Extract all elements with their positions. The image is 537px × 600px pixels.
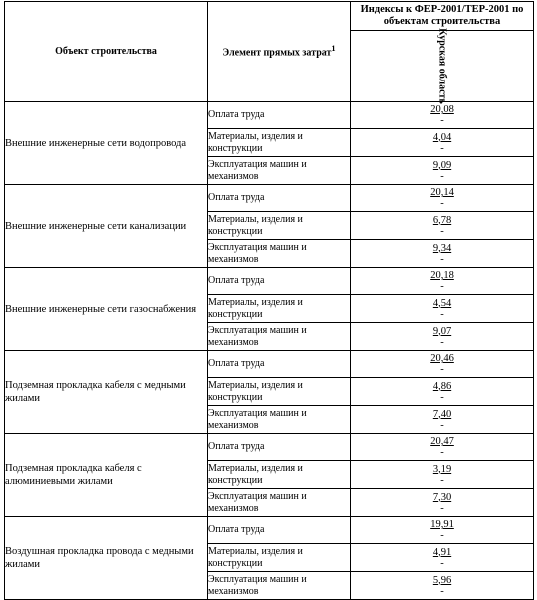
table-row — [5, 268, 534, 295]
header-object — [5, 2, 208, 102]
table-row — [5, 185, 534, 212]
index-dash: - — [440, 170, 444, 182]
index-value: 7,30 — [432, 491, 452, 503]
value-cell — [351, 157, 534, 185]
index-dash: - — [440, 115, 444, 126]
value-cell — [351, 544, 534, 572]
object-cell: Воздушная прокладка провода с медными жилами — [5, 517, 208, 600]
index-dash: - — [440, 225, 444, 237]
index-value: 4,54 — [432, 297, 452, 309]
element-cell: Оплата труда — [208, 185, 351, 212]
value-cell — [351, 351, 534, 378]
element-cell: Эксплуатация машин и механизмов — [208, 240, 351, 268]
index-dash: - — [440, 142, 444, 154]
index-value: 20,18 — [430, 270, 454, 281]
header-region — [351, 28, 534, 104]
value-cell — [351, 461, 534, 489]
index-value: 4,91 — [432, 546, 452, 558]
header-indices — [351, 2, 534, 31]
value-cell — [351, 517, 534, 544]
index-dash: - — [440, 391, 444, 403]
element-cell: Материалы, изделия и конструкции — [208, 295, 351, 323]
element-cell: Оплата труда — [208, 102, 351, 129]
index-value: 4,86 — [432, 380, 452, 392]
index-dash: - — [440, 530, 444, 541]
index-dash: - — [440, 447, 444, 458]
index-value: 20,08 — [430, 104, 454, 115]
value-cell — [351, 434, 534, 461]
header-element-label: Элемент прямых затрат — [222, 47, 332, 59]
element-cell: Материалы, изделия и конструкции — [208, 378, 351, 406]
index-dash: - — [440, 253, 444, 265]
header-element — [208, 2, 351, 102]
element-cell: Эксплуатация машин и механизмов — [208, 323, 351, 351]
object-cell: Внешние инженерные сети газоснабжения — [5, 268, 208, 351]
value-cell — [351, 129, 534, 157]
element-cell: Материалы, изделия и конструкции — [208, 544, 351, 572]
index-dash: - — [440, 502, 444, 514]
table-row — [5, 517, 534, 544]
object-cell: Подземная прокладка кабеля с медными жилами — [5, 351, 208, 434]
index-value: 9,07 — [432, 325, 452, 337]
index-value: 4,04 — [432, 131, 452, 143]
table-body — [5, 102, 534, 600]
header-object-label: Объект строительства — [55, 45, 157, 57]
element-cell: Эксплуатация машин и механизмов — [208, 489, 351, 517]
index-dash: - — [440, 364, 444, 375]
object-cell: Внешние инженерные сети канализации — [5, 185, 208, 268]
index-value: 20,14 — [430, 187, 454, 198]
element-cell: Оплата труда — [208, 268, 351, 295]
value-cell — [351, 212, 534, 240]
element-cell: Материалы, изделия и конструкции — [208, 129, 351, 157]
value-cell — [351, 323, 534, 351]
index-value: 3,19 — [432, 463, 452, 475]
element-cell: Эксплуатация машин и механизмов — [208, 572, 351, 600]
element-cell: Оплата труда — [208, 351, 351, 378]
table-row — [5, 102, 534, 129]
index-dash: - — [440, 474, 444, 486]
table-row — [5, 434, 534, 461]
index-value: 6,78 — [432, 214, 452, 226]
value-cell — [351, 378, 534, 406]
index-dash: - — [440, 281, 444, 292]
index-table — [4, 1, 534, 600]
index-value: 9,09 — [432, 159, 452, 171]
table-row — [5, 351, 534, 378]
index-value: 20,46 — [430, 353, 454, 364]
element-cell: Оплата труда — [208, 434, 351, 461]
object-cell: Внешние инженерные сети водопровода — [5, 102, 208, 185]
value-cell — [351, 268, 534, 295]
element-cell: Эксплуатация машин и механизмов — [208, 406, 351, 434]
element-cell: Материалы, изделия и конструкции — [208, 212, 351, 240]
index-value: 20,47 — [430, 436, 454, 447]
index-dash: - — [440, 585, 444, 597]
index-value: 5,96 — [432, 574, 452, 586]
index-dash: - — [440, 557, 444, 569]
value-cell — [351, 185, 534, 212]
header-region-label: Курская область — [436, 28, 448, 104]
index-dash: - — [440, 308, 444, 320]
header-indices-label: Индексы к ФЕР-2001/ТЕР-2001 по объектам строительства — [360, 4, 524, 27]
value-cell — [351, 240, 534, 268]
value-cell — [351, 489, 534, 517]
index-value: 7,40 — [432, 408, 452, 420]
header-element-footnote: 1 — [331, 44, 336, 54]
value-cell — [351, 102, 534, 129]
value-cell — [351, 406, 534, 434]
element-cell: Эксплуатация машин и механизмов — [208, 157, 351, 185]
value-cell — [351, 572, 534, 600]
index-dash: - — [440, 198, 444, 209]
index-value: 9,34 — [432, 242, 452, 254]
element-cell: Оплата труда — [208, 517, 351, 544]
element-cell: Материалы, изделия и конструкции — [208, 461, 351, 489]
index-value: 19,91 — [430, 519, 454, 530]
index-dash: - — [440, 336, 444, 348]
value-cell — [351, 295, 534, 323]
object-cell: Подземная прокладка кабеля с алюминиевыми жилами — [5, 434, 208, 517]
index-dash: - — [440, 419, 444, 431]
